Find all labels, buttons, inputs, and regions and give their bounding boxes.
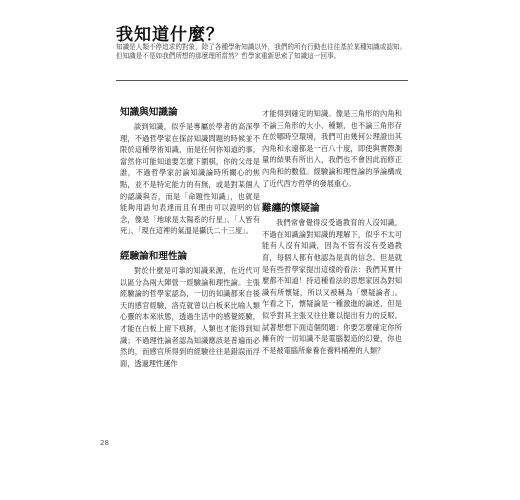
section-text-skepticism: 我們常會覺得沒受過教育的人沒知識，不過在知識論對知識的理解下，似乎不太可能有人沒有知識，因為不管有沒有受過教育，每個人都有他認為是真的信念。但是就是有些哲學家提出這樣的看法：我們其實什麼都不知道！持這種看法的思想家因為對知識有所懷疑，所以又被稱為「懷疑論者」。乍看之下，懷疑論是一種激進的論述，但是似乎對其主張又往往難以提出有力的反駁。試著想想下面這個問題：你要怎麼確定你所擁有的一切知識不是電腦製造的幻覺，你也不是被電腦所豢養在養料桶裡的人類？ [262, 218, 402, 355]
section-heading-empiricism: 經驗論和理性論 [120, 250, 188, 262]
page-number: 28 [100, 439, 109, 447]
section-text-empiricism-continued: 才能得到確定的知識。像是三角形的內角和不論三角形的大小、種類，也不論三角形存在於哪時空環境，我們可由幾何公理證出其內角和永遠都是一百八十度，即使與實際測量的結果有所出入，我們也不會因此而修正內角和的數值。經驗論和理性論的爭論構成了近代西方哲學的發展重心。 [262, 109, 402, 188]
right-column [262, 108, 402, 356]
title-divider [116, 80, 408, 81]
section-heading-knowledge: 知識與知識論 [120, 107, 178, 118]
page-title: 我知道什麼？ [116, 25, 224, 45]
section-text-empiricism: 對於什麼是可靠的知識來源，在近代可以區分為兩大陣營一經驗論和理性論。主張經驗論的哲學家認為，一切的知識都來自後天的感官經驗，洛克就曾以白板來比喻人類心靈的本來狀態，透過生活中的感覺經驗，才能在白板上留下痕跡，人類也才能得到知識；不過理性論者認為知識應該是普遍而必然的，而感官所得到的經驗往往是錯誤而浮面，透過理性運作 [120, 265, 260, 368]
left-column [120, 107, 260, 369]
intro-paragraph: 知識是人類不停追求的對象，除了各種學術知識以外，我們的所有行動也往往基於某種知識或認知。但知識是不是如我們所想的那麼理所當然？哲學家重新思索了知識這一回事。 [116, 43, 407, 61]
section-text-knowledge: 談到知識，似乎是專屬於學者的高深學理，不過哲學家在探討知識問題的時候並不限於這種學術知識，而是任何你知道的事。當然你可能知道要怎麼下圍棋，你的父母是誰，不過哲學家討論知識論時所關心的焦點，並不是特定能力的有無，或是對某個人的認識與否，而是「命題性知識」，也就是能夠用語句表達而且有理由可以證明的信念，像是「地球是太陽系的行星」、「人皆有死」、「現在這裡的氣溫是攝氏二十三度」。 [120, 122, 260, 236]
section-heading-skepticism: 難纏的懷疑論 [262, 203, 320, 215]
